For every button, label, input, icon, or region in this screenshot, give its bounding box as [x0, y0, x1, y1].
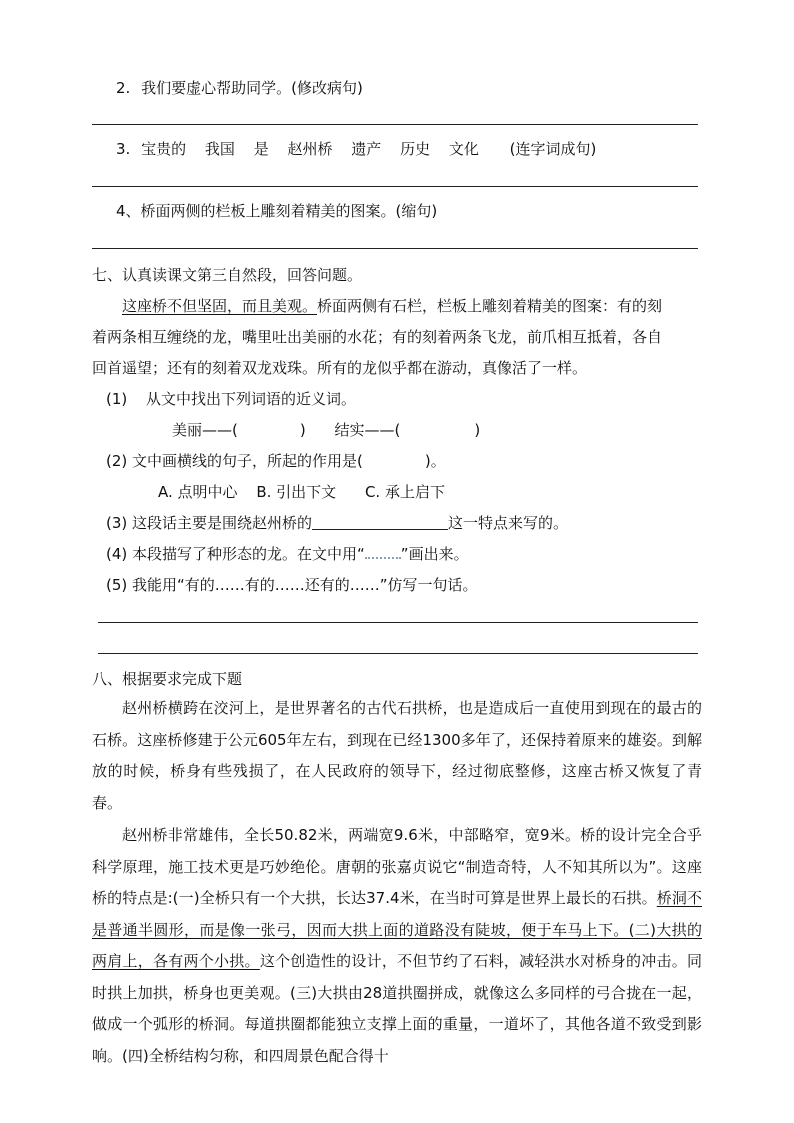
section-7-para-line-1 — [122, 296, 662, 316]
word-4: 赵州桥 — [287, 140, 333, 158]
s7-q2-text: (2) 文中画横线的句子，所起的作用是( — [106, 452, 363, 470]
wavy-line-mark — [365, 549, 401, 559]
question-2-number: 2. — [116, 79, 131, 97]
s7-q1-label: (1) — [106, 390, 128, 408]
word-2: 我国 — [204, 140, 235, 158]
section-8-paragraph-1: 赵州桥横跨在洨河上，是世界著名的古代石拱桥，也是造成后一直使用到现在的最古的石桥。这座桥修建于公元605年左右，到现在已经1300多年了，还保持着原来的雄姿。到解放的时候，桥身有些残损了，在人民政府的领导下，经过彻底整修，这座古桥又恢复了青春。 — [92, 699, 702, 812]
question-3-number: 3. — [116, 140, 131, 158]
synonym-row — [172, 420, 480, 440]
section-8-paragraph-2 — [92, 820, 702, 1072]
section-7-heading: 七、认真读课文第三自然段，回答问题。 — [92, 266, 363, 284]
question-3-instruction: (连字词成句) — [509, 140, 597, 158]
word-5: 遗产 — [351, 140, 382, 158]
underlined-sentence: 这座桥不但坚固，而且美观。 — [122, 297, 318, 315]
option-b[interactable]: B. 引出下文 — [256, 483, 337, 501]
synonym-1-label: 美丽——( — [172, 421, 238, 439]
s7-question-4 — [106, 544, 469, 564]
answer-line-5a[interactable] — [98, 622, 698, 623]
word-1: 宝贵的 — [141, 140, 187, 158]
option-c[interactable]: C. 承上启下 — [364, 483, 445, 501]
answer-line-5b[interactable] — [98, 653, 698, 654]
s7-q3-blank[interactable] — [312, 513, 448, 530]
s7-q2-options — [158, 482, 445, 502]
question-4: 4、桥面两侧的栏板上雕刻着精美的图案。(缩句) — [116, 202, 438, 220]
para-line-1-rest: 桥面两侧有石栏，栏板上雕刻着精美的图案：有的刻 — [317, 297, 663, 315]
word-3: 是 — [253, 140, 269, 158]
answer-line-4[interactable] — [92, 248, 698, 249]
s7-q4-text: (4) 本段描写了种形态的龙。在文中用“ — [106, 545, 365, 563]
question-2 — [116, 78, 363, 98]
option-a[interactable]: A. 点明中心 — [158, 483, 238, 501]
s7-question-5: (5) 我能用“有的……有的……还有的……”仿写一句话。 — [106, 576, 478, 594]
section-7-para-line-2: 着两条相互缠绕的龙，嘴里吐出美丽的水花；有的刻着两条飞龙，前爪相互抵着，各自 — [92, 328, 663, 346]
section-8-heading: 八、根据要求完成下题 — [92, 670, 243, 688]
synonym-2-label: 结实——( — [334, 421, 401, 439]
s7-question-3 — [106, 513, 568, 533]
synonym-2-close: ) — [474, 421, 481, 439]
s7-q2-close: )。 — [424, 452, 446, 470]
s7-q3-text: (3) 这段话主要是围绕赵州桥的 — [106, 514, 313, 532]
s7-q3-tail: 这一特点来写的。 — [448, 514, 569, 532]
answer-line-3[interactable] — [92, 186, 698, 187]
synonym-1-close: ) — [299, 421, 306, 439]
s7-question-2 — [106, 451, 446, 471]
answer-line-2[interactable] — [92, 124, 698, 125]
s7-question-1 — [106, 389, 356, 409]
s7-q1-text: 从文中找出下列词语的近义词。 — [146, 390, 357, 408]
section-7-para-line-3: 回首遥望；还有的刻着双龙戏珠。所有的龙似乎都在游动，真像活了一样。 — [92, 359, 588, 377]
word-7: 文化 — [448, 140, 479, 158]
question-2-text: 我们要虚心帮助同学。(修改病句) — [141, 79, 363, 97]
question-3 — [116, 139, 596, 159]
para-2-part-a: 赵州桥非常雄伟，全长50.82米，两端宽9.6米，中部略窄，宽9米。桥的设计完全合乎科学原理，施工技术更是巧妙绝伦。唐朝的张嘉贞说它“制造奇特，人不知其所以为”。这座桥的特点是:(一)全桥只有一个大拱，长达37.4米，在当时可算是世界上最长的石拱。 — [92, 826, 702, 907]
word-6: 历史 — [400, 140, 431, 158]
s7-q4-tail: ”画出来。 — [400, 545, 469, 563]
para-2-underlined: 桥洞不是普通半圆形，而是像一张弓，因而大拱上面的道路没有陡坡，便于车马上下。(二)大拱的两肩上，各有两个小拱。 — [92, 889, 702, 970]
para-2-part-b: 这个创造性的设计，不但节约了石料，减轻洪水对桥身的冲击。同时拱上加拱，桥身也更美观。(三)大拱由28道拱圈拼成，就像这么多同样的弓合拢在一起，做成一个弧形的桥洞。每道拱圈都能独立支撑上面的重量，一道坏了，其他各道不致受到影响。(四)全桥结构匀称，和四周景色配合得十 — [92, 952, 702, 1065]
